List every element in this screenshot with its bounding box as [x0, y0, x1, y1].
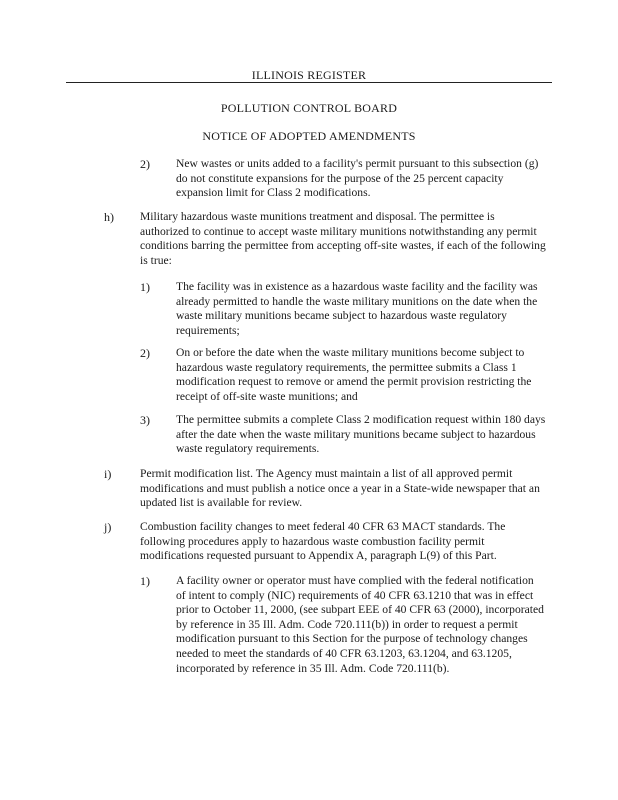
h2-text: On or before the date when the waste military munitions become subject to hazardous waste regulatory requirements, the permittee submits a Class 1 modification request to remove or amend the permit provision restricting the receipt of off-site waste munitions; and	[176, 346, 532, 403]
notice-title: NOTICE OF ADOPTED AMENDMENTS	[202, 129, 416, 143]
h-text: Military hazardous waste munitions treatment and disposal. The permittee is authorized to continue to accept waste military munitions notwithstanding any permit conditions barring the permittee from accepting off-site wastes, if each of the following is true:	[140, 210, 546, 267]
h2-label: 2)	[140, 346, 150, 360]
g2-label: 2)	[140, 157, 150, 171]
header-rule	[66, 82, 552, 83]
i-text: Permit modification list. The Agency must maintain a list of all approved permit modifications and must publish a notice once a year in a State-wide newspaper that an updated list is available for review.	[140, 467, 540, 510]
j-label: j)	[104, 520, 112, 534]
h1-text: The facility was in existence as a hazardous waste facility and the facility was already permitted to handle the waste military munitions on the date when the waste military munitions became subject to hazardous waste regulatory requirements;	[176, 280, 538, 337]
j-text: Combustion facility changes to meet federal 40 CFR 63 MACT standards. The following procedures apply to hazardous waste combustion facility permit modifications requested pursuant to Appendix A, paragraph L(9) of this Part.	[140, 520, 506, 563]
h1-label: 1)	[140, 280, 150, 294]
j1-label: 1)	[140, 574, 150, 588]
h3-text: The permittee submits a complete Class 2 modification request within 180 days after the date when the waste military munitions became subject to hazardous waste regulatory requirements.	[176, 413, 546, 456]
h-label: h)	[104, 210, 114, 224]
board-title: POLLUTION CONTROL BOARD	[220, 101, 398, 115]
i-label: i)	[104, 467, 112, 481]
j1-text: A facility owner or operator must have complied with the federal notification of intent to comply (NIC) requirements of 40 CFR 63.1210 that was in effect prior to October 11, 2000, (see subpart EEE of 40 CFR 63 (2000), incorporated by reference in 35 Ill. Adm. Code 720.111(b)) in order to request a permit modification pursuant to this Section for the purpose of technology changes needed to meet the standards of 40 CFR 63.1203, 63.1204, and 63.1205, incorporated by reference in 35 Ill. Adm. Code 720.111(b).	[176, 574, 544, 675]
register-title: ILLINOIS REGISTER	[251, 68, 367, 82]
g2-text: New wastes or units added to a facility's permit pursuant to this subsection (g) do not constitute expansions for the purpose of the 25 percent capacity expansion limit for Class 2 modifications.	[176, 157, 539, 200]
h3-label: 3)	[140, 413, 150, 427]
